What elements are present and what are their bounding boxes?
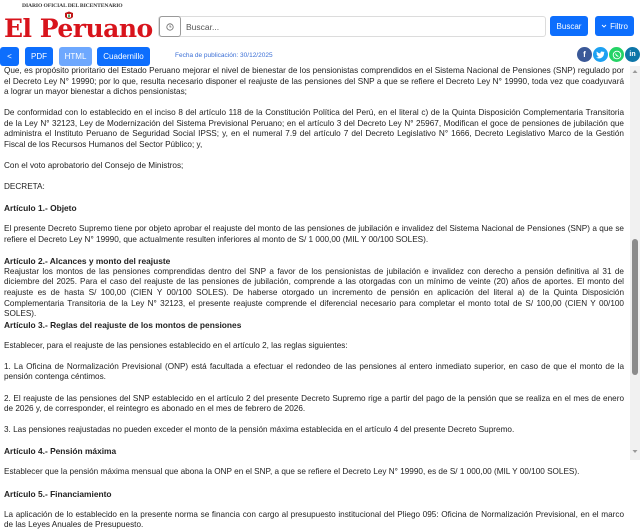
arrow-down-icon: [632, 449, 638, 454]
share-whatsapp-button[interactable]: [609, 47, 624, 62]
share-twitter-button[interactable]: [593, 47, 608, 62]
publication-date: Fecha de publicación: 30/12/2025: [175, 52, 273, 59]
article-4-text: Establecer que la pensión máxima mensual que abona la ONP en el SNP, a que se refiere el Decreto Ley N° 19990, es de S/ 1 000,00 (MIL Y 00/100 SOLES).: [4, 467, 580, 477]
article-2-text: Reajustar los montos de las pensiones comprendidas dentro del SNP a favor de los pensionistas de jubilación e invalidez con derecho a pensión definitiva al 31 de diciembre del 2025. Para el caso del reajuste de las pensiones de jubilación, comprende a las otorgadas con un mínimo de veinte (20) años de aportes. El monto del reajuste es de hasta S/ 100,00 (CIEN Y 00/100 SOLES). De haberse otorgado un incremento de pensión en aplicación del literal a) de la Quinta Disposición Complementaria Transitoria de la Ley N° 32123, el presente reajuste comprende el diferencial necesario para completar el monto total de S/ 100,00 (CIEN Y 00/100 SOLES).: [4, 266, 624, 319]
paragraph-considerando-1: Que, es propósito prioritario del Estado Peruano mejorar el nivel de bienestar de los pensionistas comprendidos en el Sistema Nacional de Pensiones (SNP) regulado por el Decreto Ley N° 19990; por lo que, resulta necesario disponer el reajuste de las pensiones del SNP a que se refiere el Decreto Ley N° 19990, toda vez que coadyuvará a lograr un mayor bienestar a dichos pensionistas;: [4, 66, 624, 97]
search-input[interactable]: [186, 18, 541, 35]
share-linkedin-button[interactable]: [625, 47, 640, 62]
logo-tagline: DIARIO OFICIAL DEL BICENTENARIO: [22, 3, 123, 9]
whatsapp-icon: [612, 50, 622, 60]
search-button[interactable]: Buscar: [550, 16, 588, 36]
article-3-rule-2: 2. El reajuste de las pensiones del SNP establecido en el artículo 2 del presente Decreto Supremo rige a partir del pago de la pensión que se realiza en el mes de enero de 2026 y, de corresponder, el reintegro es abonado en el mes de febrero de 2026.: [4, 393, 624, 414]
linkedin-icon: in: [629, 51, 636, 58]
site-header: [0, 0, 640, 66]
article-2-title: Artículo 2.- Alcances y monto del reajuste: [4, 256, 171, 267]
document-body: [0, 66, 628, 530]
article-1-title: Artículo 1.- Objeto: [4, 203, 77, 214]
logo[interactable]: El Peruano: [4, 14, 153, 43]
article-3-rule-1: 1. La Oficina de Normalización Previsional (ONP) está facultada a efectuar el redondeo de las pensiones al entero inmediato superior, en caso de que el monto de la pensión contenga céntimos.: [4, 361, 624, 382]
cuadernillo-button[interactable]: Cuadernillo: [97, 47, 150, 66]
article-5-title: Artículo 5.- Financiamiento: [4, 488, 112, 499]
filter-label: Filtro: [610, 21, 628, 31]
chevron-down-icon: [601, 23, 607, 29]
article-5-text: La aplicación de lo establecido en la presente norma se financia con cargo al presupuesto institucional del Pliego 095: Oficina de Normalización Previsional, en el marco de las Leyes Anuales de Presupuesto.: [4, 509, 624, 530]
share-facebook-button[interactable]: [577, 47, 592, 62]
scroll-down-button[interactable]: [630, 449, 640, 457]
clock-icon: [166, 23, 174, 31]
paragraph-considerando-2: De conformidad con lo establecido en el inciso 8 del artículo 118 de la Constitución Política del Perú, en el literal c) de la Quinta Disposición Complementaria Transitoria de la Ley N° 32123, Ley de Modernización del Sistema Previsional Peruano; en el artículo 3 del Decreto Ley N° 25967, Modifican el goce de pensiones de jubilación que administra el Instituto Peruano de Seguridad Social IPSS; y, en el numeral 7.9 del artículo 7 del Decreto Legislativo N° 1666, Decreto Legislativo Marco de la Gestión Fiscal de los Recursos Humanos del Sector Público; y,: [4, 108, 624, 150]
article-3-rule-3: 3. Las pensiones reajustadas no pueden exceder el monto de la pensión máxima establecida en el artículo 4 del presente Decreto Supremo.: [4, 425, 515, 435]
vertical-scrollbar[interactable]: [630, 66, 640, 460]
article-1-text: El presente Decreto Supremo tiene por objeto aprobar el reajuste del monto de las pensiones de jubilación e invalidez del Sistema Nacional de Pensiones (SNP) a que se refiere el Decreto Ley N° 19990, que actualmente resulten inferiores al monto de S/ 1 000,00 (MIL Y 00/100 SOLES).: [4, 224, 624, 245]
filter-button[interactable]: [595, 16, 634, 36]
arrow-up-icon: [632, 69, 638, 74]
scroll-up-button[interactable]: [630, 69, 640, 77]
back-button[interactable]: <: [0, 47, 19, 66]
twitter-icon: [596, 51, 605, 59]
article-3-title: Artículo 3.- Reglas del reajuste de los montos de pensiones: [4, 319, 242, 330]
paragraph-decreta: DECRETA:: [4, 182, 45, 192]
paragraph-voto: Con el voto aprobatorio del Consejo de Ministros;: [4, 161, 184, 171]
html-button[interactable]: HTML: [59, 47, 92, 66]
pdf-button[interactable]: PDF: [25, 47, 53, 66]
scrollbar-thumb[interactable]: [632, 239, 638, 375]
article-3-intro: Establecer, para el reajuste de las pensiones establecido en el artículo 2, las reglas siguientes:: [4, 340, 348, 350]
search-option-button[interactable]: [159, 16, 181, 37]
facebook-icon: f: [583, 50, 586, 59]
article-4-title: Artículo 4.- Pensión máxima: [4, 446, 117, 457]
